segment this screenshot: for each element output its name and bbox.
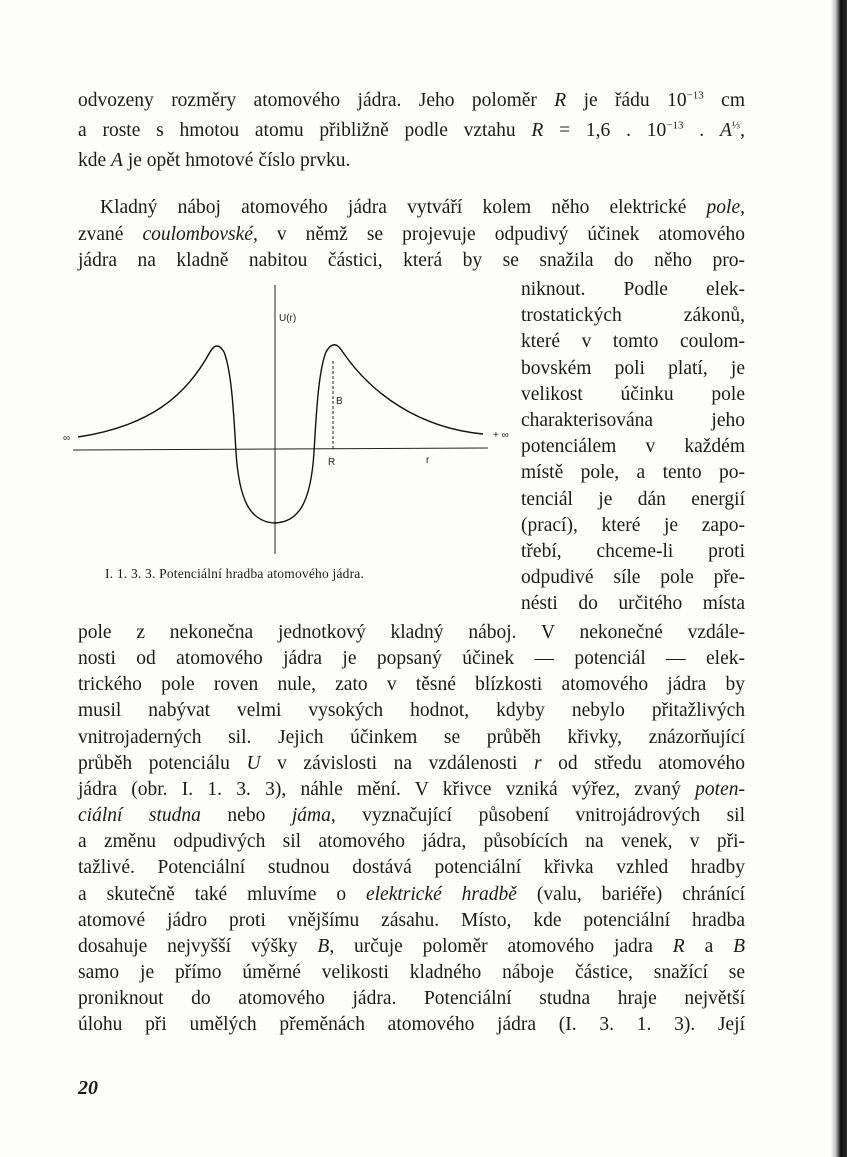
text-line [78,116,745,146]
text-line [521,434,745,460]
text-run: a roste s hmotou atomu přibližně podle vztahu [78,120,532,141]
y-axis-label: U(r) [279,313,297,324]
page-number: 20 [78,1077,98,1099]
italic-text: B [317,935,330,957]
text-run: nésti do určitého místa [521,593,745,615]
barrier-label: B [336,396,343,407]
text-run: je opět hmotové číslo prvku. [122,150,351,171]
text-run: musil nabývat velmi vysokých hodnot, kdyby nebylo přitažlivých [78,700,745,722]
italic-text: A [719,120,732,141]
italic-text: pole [706,197,741,218]
potential-curve [78,345,483,523]
text-run: kde [78,150,112,171]
text-run: bovském poli platí, je [521,357,745,379]
text-run: . [683,120,720,141]
text-run: potenciálem v každém [521,436,745,458]
text-run: velikost účinku pole [521,383,745,405]
text-run: a změnu odpudivých sil atomového jádra, působících na venek, v při- [78,831,745,853]
text-run: úlohu při umělých přeměnách atomového jádra (I. 3. 1. 3). Její [78,1014,745,1036]
figure-caption: I. 1. 3. 3. Potenciální hradba atomového jádra. [105,566,365,581]
text-run: jádra (obr. I. 1. 3. 3), náhle mění. V křivce vzniká výřez, zvaný [78,778,696,800]
text-run: niknout. Podle elek- [521,279,745,300]
italic-text: A [111,150,123,171]
text-line [521,356,745,382]
text-run: zvané [78,223,143,245]
text-line [521,539,745,565]
potential-barrier-figure [60,280,520,560]
text-run: , v němž se projevuje odpudivý účinek atomového [252,223,746,245]
text-run: od středu atomového [541,752,745,774]
text-run: je řádu 10 [566,90,687,111]
text-run: , vyznačující působení vnitrojádrových sil [330,805,745,827]
paragraph-nucleus-radius [78,86,745,176]
italic-text: elektrické hradbě [365,883,517,905]
text-line [78,1012,745,1038]
text-run: průběh potenciálu [78,752,247,774]
text-line [78,882,745,908]
text-run: , [740,120,745,141]
text-run: a [684,935,734,957]
italic-text: ciální studna [78,805,201,827]
italic-text: r [533,752,542,774]
superscript: ⅓ [731,119,741,132]
scan-edge-shadow [831,0,847,1157]
text-line [78,222,745,249]
text-run: charakterisována jeho [521,410,745,432]
text-line [78,960,745,986]
italic-text: R [672,935,685,957]
text-line [78,777,745,803]
text-line [521,329,745,355]
text-line [78,803,745,829]
superscript: −13 [666,119,684,132]
text-run: pole z nekonečna jednotkový kladný náboj. V nekonečné vzdále- [78,622,745,643]
text-line [78,855,745,881]
text-run: = 1,6 . 10 [543,120,667,141]
text-run: nosti od atomového jádra je popsaný účinek — potenciál — elek- [78,648,745,670]
text-run: vnitrojaderných sil. Jejich účinkem se průběh křivky, znázorňující [78,726,745,748]
text-run: jádra na kladně nabitou částici, která by se snažila do něho pro- [78,250,745,271]
text-line [78,86,745,116]
x-axis-label: r [426,455,430,466]
text-run: v závislosti na vzdálenosti [260,752,534,774]
text-line [521,408,745,434]
text-line [78,620,745,646]
text-run: nebo [200,805,292,827]
text-run: odvozeny rozměry atomového jádra. Jeho poloměr [78,90,555,111]
r-axis [73,448,488,450]
text-line [78,146,745,176]
text-run: , [740,197,745,218]
text-line [78,751,745,777]
text-line [521,513,745,539]
paragraph-potential-well [78,620,745,1039]
italic-text: R [554,90,567,111]
text-run: (prací), které je zapo- [521,514,745,536]
text-run: odpudivé síle pole pře- [521,567,745,589]
text-run: cm [703,90,745,111]
text-line [521,565,745,591]
text-line [521,277,745,303]
text-run: , určuje poloměr atomového jadra [329,935,673,957]
italic-text: coulombovské [142,223,253,245]
text-run: a skutečně také mluvíme o [78,883,366,905]
right-infinity-label: + ∞ [493,430,509,441]
paragraph-coulomb-field-start [78,195,745,275]
paragraph-right-column [521,277,745,618]
left-infinity-label: ∞ [63,433,71,444]
text-line [521,303,745,329]
text-line [78,986,745,1012]
superscript: −13 [686,89,704,102]
text-line [78,672,745,698]
text-line [521,460,745,486]
text-line [521,487,745,513]
text-run: (valu, bariéře) chránící [516,883,746,905]
text-run: tenciál je dán energií [521,488,745,510]
text-run: které v tomto coulom- [521,331,745,353]
text-line [78,725,745,751]
italic-text: jáma [291,805,331,827]
text-run: Kladný náboj atomového jádra vytváří kolem něho elektrické [100,197,707,218]
text-run: atomové jádro proti vnějšímu zásahu. Místo, kde potenciální hradba [78,909,745,931]
text-run: místě pole, a tento po- [521,462,745,484]
text-line [78,195,745,222]
text-run: tažlivé. Potenciální studnou dostává potenciální křivka vzhled hradby [78,857,745,879]
text-line [78,646,745,672]
text-run: dosahuje nejvyšší výšky [78,935,318,957]
text-line [78,829,745,855]
text-run: proniknout do atomového jádra. Potenciální studna hraje největší [78,988,745,1010]
text-line [521,591,745,617]
radius-label: R [328,457,336,468]
text-run: samo je přímo úměrné velikosti kladného náboje částice, snažící se [78,962,745,984]
text-run: třebí, chceme-li proti [521,541,745,563]
italic-text: U [246,752,261,774]
text-line [78,248,745,275]
text-line [78,698,745,724]
italic-text: B [733,935,746,957]
text-line [78,908,745,934]
text-line [78,934,745,960]
text-run: trického pole roven nule, zato v těsné blízkosti atomového jádra by [78,674,745,696]
text-line [521,382,745,408]
italic-text: poten- [695,778,745,800]
italic-text: R [531,120,544,141]
text-run: trostatických zákonů, [521,305,745,327]
